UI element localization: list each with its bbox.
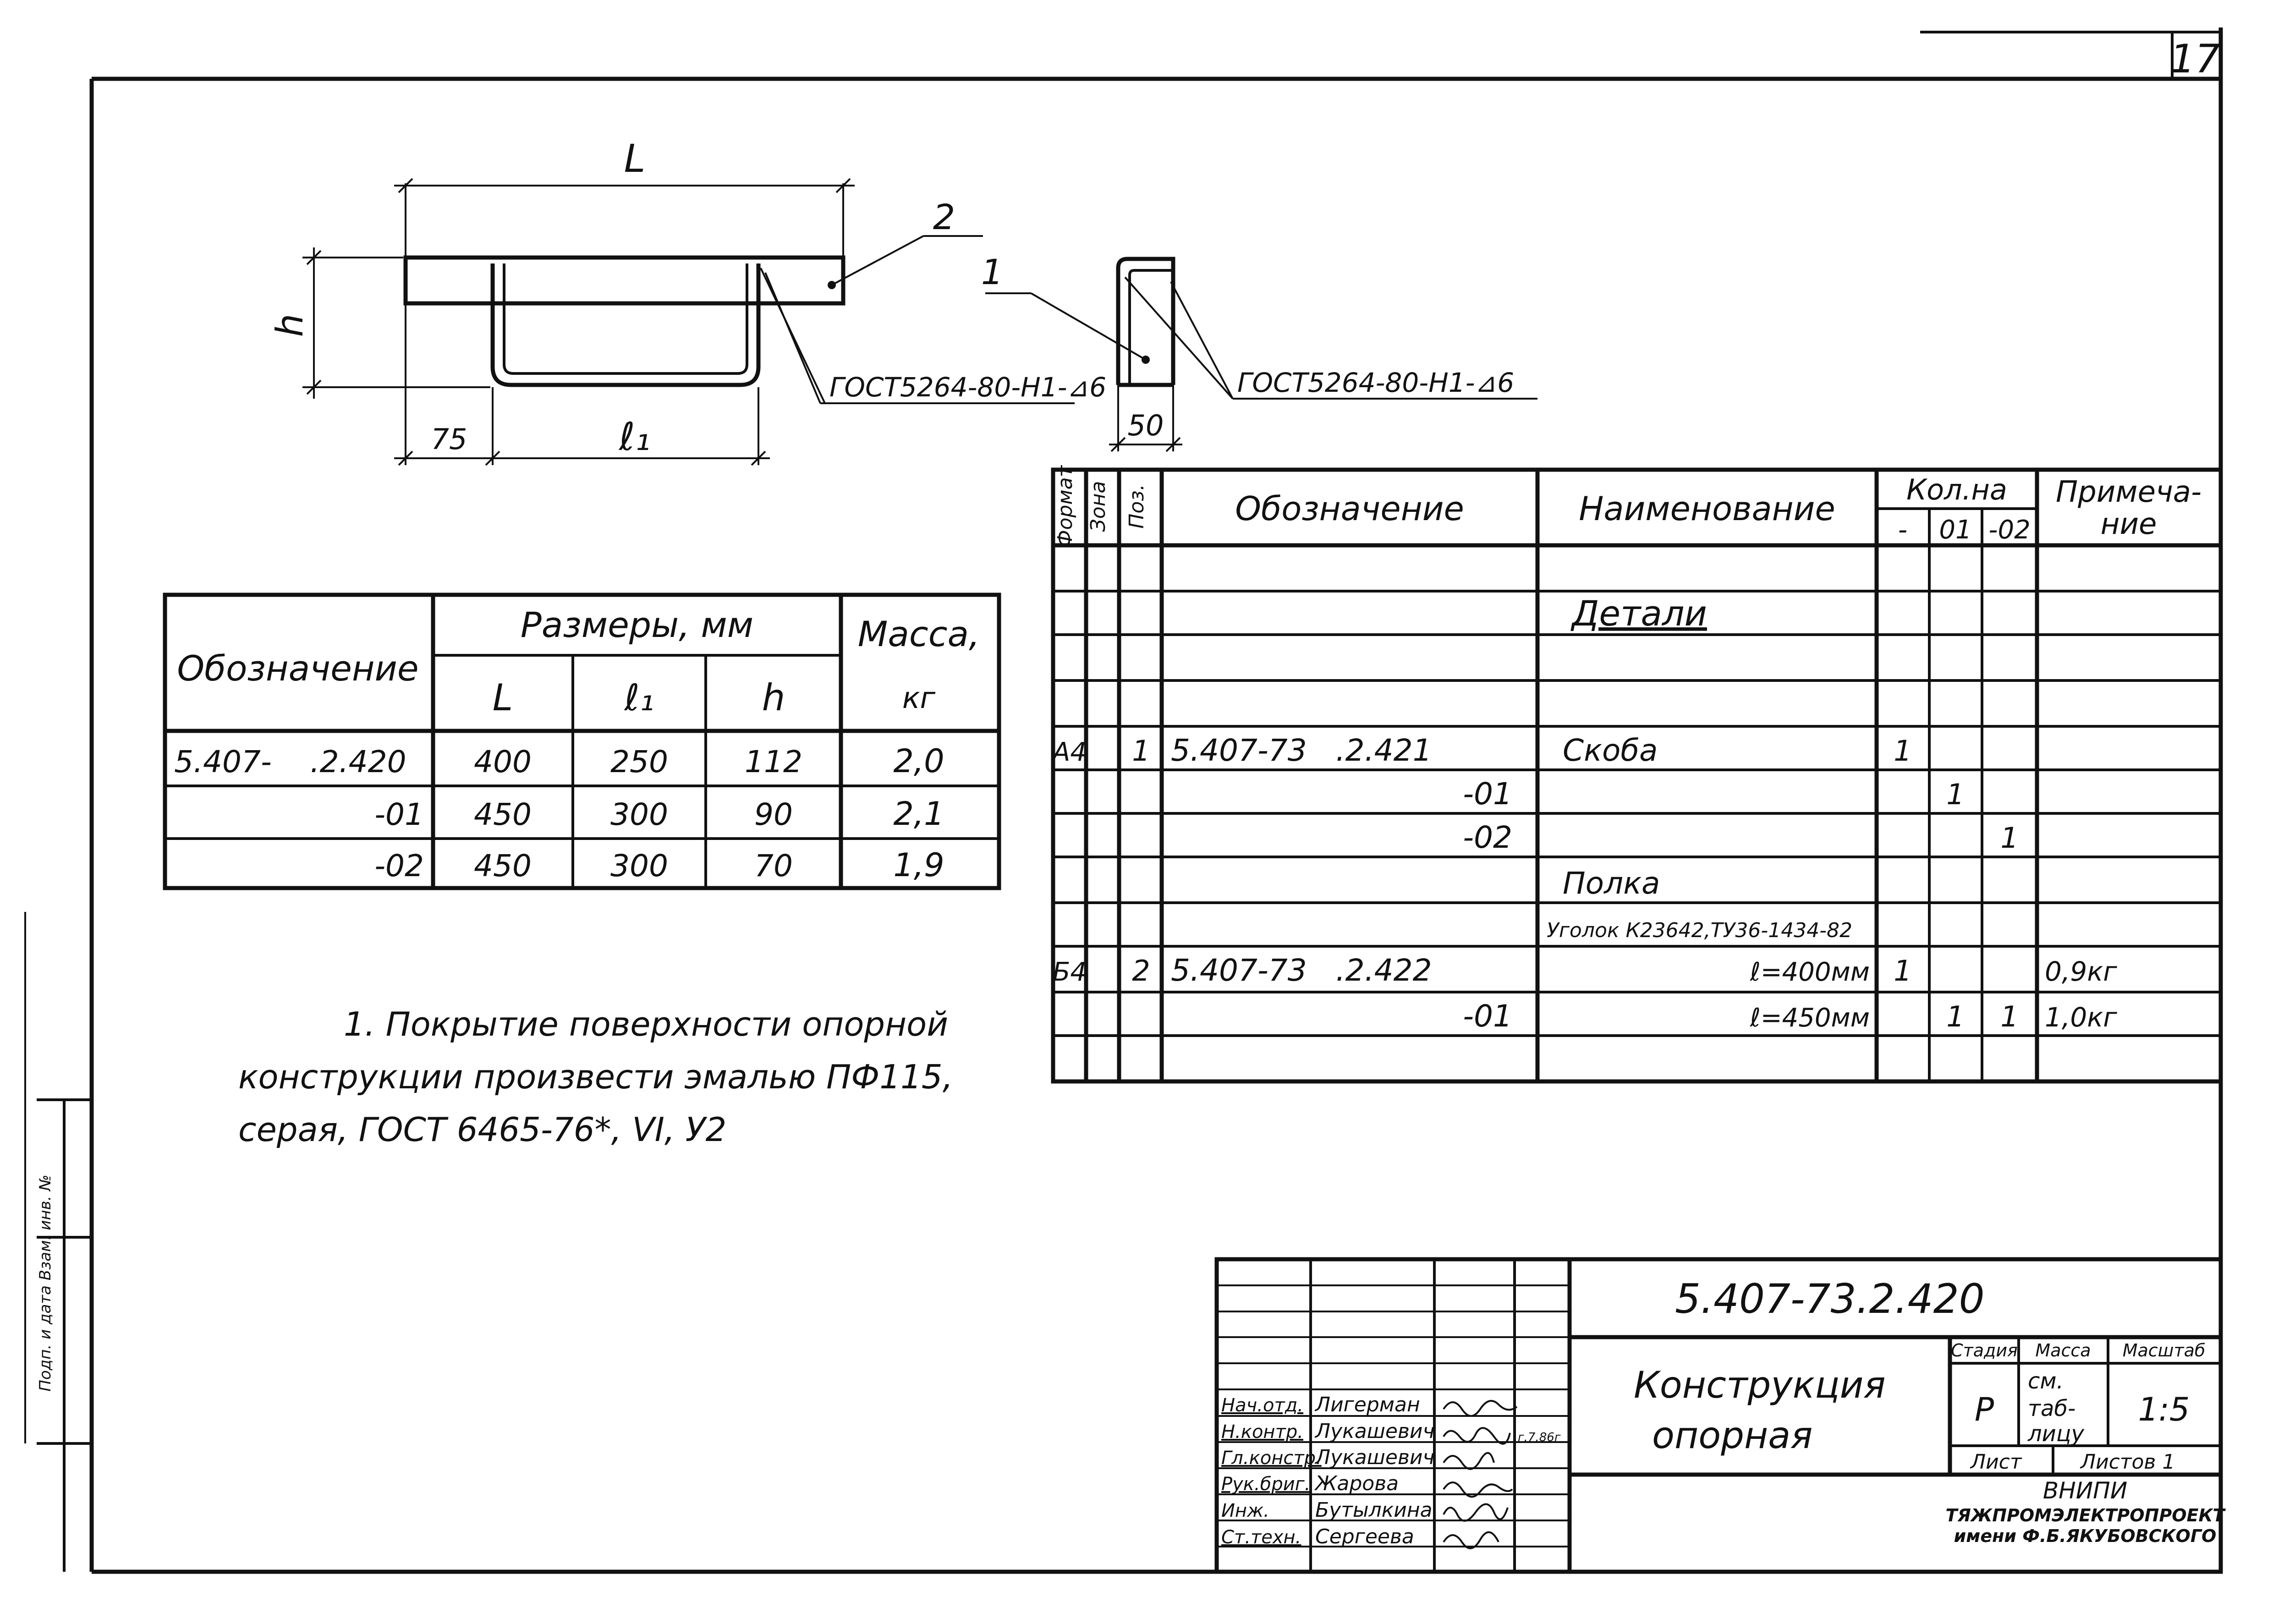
note-line-3: серая, ГОСТ 6465-76*, VI, У2 (238, 1110, 727, 1149)
spec-row-3-designation: -02 (1463, 820, 1512, 855)
spec-row-7-qty-02: 1 (2000, 1000, 2019, 1033)
signature-role-5: Инж. (1221, 1500, 1269, 1521)
sizes-row-2-l1: 300 (610, 797, 668, 832)
spec-header-qty: Кол.на (1906, 473, 2007, 506)
title-block-org-3: имени Ф.Б.ЯКУБОВСКОГО (1954, 1526, 2217, 1546)
spec-header-designation: Обозначение (1235, 489, 1464, 528)
title-block-mass-header: Масса (2035, 1340, 2091, 1361)
sizes-row-3-mass: 1,9 (893, 846, 944, 884)
sizes-header-dimensions: Размеры, мм (520, 604, 754, 645)
sizes-row-2-designation: -01 (374, 797, 424, 832)
title-block-mass-3: лицу (2028, 1421, 2084, 1447)
spec-row-1-designation: 5.407-73 .2.421 (1171, 733, 1432, 768)
sizes-header-designation: Обозначение (177, 648, 419, 689)
title-block-scale: 1:5 (2138, 1391, 2190, 1428)
spec-row-6-name: ℓ=400мм (1750, 957, 1870, 987)
title-block-org-1: ВНИПИ (2042, 1477, 2128, 1504)
sizes-header-l1: ℓ₁ (624, 676, 654, 719)
signature-role-3: Гл.констр. (1221, 1448, 1322, 1469)
spec-row-7-name: ℓ=450мм (1750, 1003, 1870, 1033)
sizes-row-1-l: 400 (474, 744, 532, 779)
note-line-2: конструкции произвести эмалью ПФ115, (238, 1058, 953, 1096)
spec-header-note-2: ние (2100, 507, 2157, 541)
spec-header-format: Формат (1054, 465, 1077, 548)
sizes-row-3-h: 70 (754, 848, 793, 883)
dim-h-label: h (269, 313, 311, 337)
sizes-row-3-l1: 300 (610, 848, 668, 883)
title-block-sheets: Листов 1 (2081, 1450, 2175, 1474)
title-block-title-1: Конструкция (1634, 1364, 1886, 1406)
sizes-row-2-mass: 2,1 (893, 795, 944, 833)
title-block-scale-header: Масштаб (2122, 1340, 2206, 1361)
spec-header-position: Поз. (1125, 484, 1148, 529)
title-block-stage-header: Стадия (1951, 1340, 2018, 1361)
title-block-title-2: опорная (1652, 1414, 1813, 1457)
signature-role-2: Н.контр. (1221, 1421, 1303, 1443)
title-block-date: г.7.86г (1518, 1431, 1561, 1444)
title-block-code: 5.407-73.2.420 (1675, 1275, 1985, 1322)
spec-row-7-note: 1,0кг (2045, 1002, 2117, 1033)
weld-symbol-1: ГОСТ5264-80-Н1-⊿6 (829, 372, 1107, 403)
dim-l-label: L (624, 136, 646, 181)
spec-header-qty-01: 01 (1939, 515, 1972, 545)
title-block-mass-2: таб- (2028, 1396, 2076, 1421)
spec-section-details: Детали (1572, 593, 1707, 634)
sizes-header-l: L (492, 676, 513, 719)
spec-row-6-designation: 5.407-73 .2.422 (1171, 953, 1432, 988)
dim-l1-label: ℓ₁ (619, 414, 651, 459)
spec-row-1-qty: 1 (1894, 734, 1912, 768)
signature-name-1: Лигерман (1315, 1393, 1420, 1416)
dim-75-label: 75 (431, 422, 467, 456)
sizes-row-2-l: 450 (474, 797, 532, 832)
position-2-label: 2 (933, 197, 955, 237)
spec-row-4-name: Полка (1563, 866, 1660, 901)
spec-row-6-format: Б4 (1052, 957, 1087, 987)
spec-row-6-note: 0,9кг (2045, 956, 2117, 987)
margin-stamp-text: Подп. и дата Взам. инв. № (36, 1174, 55, 1392)
spec-header-name: Наименование (1579, 489, 1835, 528)
title-block-sheet: Лист (1971, 1450, 2022, 1474)
spec-row-1-format: А4 (1053, 737, 1087, 767)
sizes-row-2-h: 90 (754, 797, 793, 832)
sizes-header-h: h (762, 676, 785, 719)
weld-symbol-2: ГОСТ5264-80-Н1-⊿6 (1237, 367, 1515, 398)
part-end-view (985, 259, 1537, 451)
spec-row-5-name: Уголок К23642,ТУ36-1434-82 (1547, 919, 1853, 942)
spec-row-7-designation: -01 (1463, 999, 1512, 1034)
sizes-row-1-mass: 2,0 (893, 742, 944, 780)
title-block-org-2: ТЯЖПРОМЭЛЕКТРОПРОЕКТ (1945, 1505, 2225, 1525)
spec-row-6-position: 2 (1132, 954, 1150, 988)
sheet-number: 17 (2170, 36, 2220, 82)
signature-role-4: Рук.бриг. (1221, 1474, 1311, 1495)
signature-name-4: Жарова (1315, 1472, 1399, 1495)
spec-row-2-qty-01: 1 (1946, 778, 1965, 811)
title-block-mass-1: см. (2028, 1368, 2064, 1394)
handwritten-signatures (1444, 1401, 1517, 1548)
spec-row-1-position: 1 (1132, 734, 1150, 768)
sizes-header-kg: кг (902, 681, 936, 715)
spec-row-1-name: Скоба (1563, 733, 1658, 768)
sizes-row-3-designation: -02 (374, 848, 424, 883)
signature-role-1: Нач.отд. (1221, 1395, 1304, 1416)
sizes-header-mass: Масса, (857, 614, 980, 654)
spec-header-note-1: Примеча- (2055, 475, 2202, 509)
signature-name-3: Лукашевич (1315, 1446, 1435, 1469)
spec-row-3-qty-02: 1 (2000, 821, 2019, 855)
position-1-label: 1 (981, 252, 1004, 292)
spec-row-6-qty: 1 (1894, 954, 1912, 988)
spec-row-2-designation: -01 (1463, 776, 1512, 812)
sizes-row-1-designation: 5.407- .2.420 (174, 744, 406, 779)
signature-name-5: Бутылкина (1315, 1498, 1433, 1522)
note-line-1: 1. Покрытие поверхности опорной (344, 1005, 949, 1043)
spec-row-7-qty-01: 1 (1946, 1000, 1965, 1033)
left-margin-stamp (25, 912, 92, 1572)
spec-header-qty-base: - (1898, 515, 1908, 545)
signature-name-6: Сергеева (1315, 1525, 1414, 1548)
spec-table-grid (1053, 470, 2221, 1081)
spec-header-qty-02: -02 (1988, 515, 2031, 545)
spec-header-zone: Зона (1087, 481, 1110, 532)
part-side-view (302, 179, 1075, 465)
signature-role-6: Ст.техн. (1221, 1527, 1301, 1548)
sizes-row-3-l: 450 (474, 848, 532, 883)
sizes-row-1-l1: 250 (610, 744, 668, 779)
signature-name-2: Лукашевич (1315, 1420, 1435, 1443)
sizes-row-1-h: 112 (745, 744, 802, 779)
dim-50-label: 50 (1127, 409, 1164, 442)
title-block-stage: Р (1974, 1391, 1994, 1428)
